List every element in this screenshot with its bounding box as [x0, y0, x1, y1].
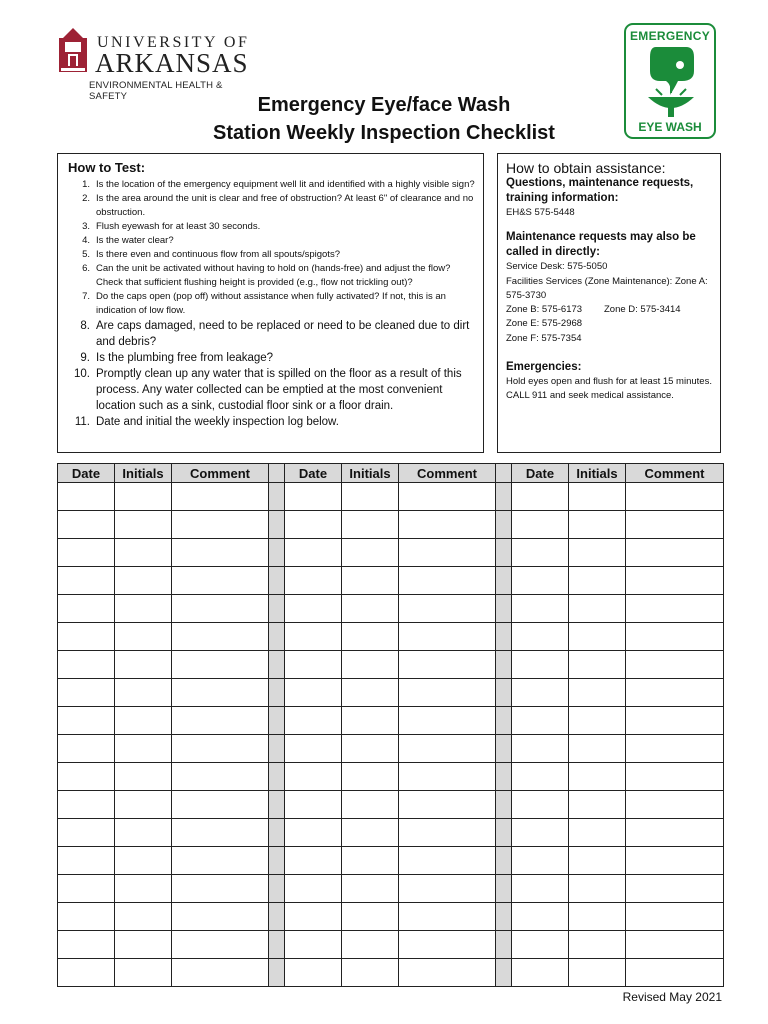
ehs-phone: EH&S 575-5448 [506, 207, 575, 218]
page-title: Emergency Eye/face Wash [257, 94, 511, 116]
initials-cell[interactable] [342, 595, 399, 623]
initials-cell[interactable] [342, 819, 399, 847]
test-steps-list [68, 178, 475, 430]
column-separator [496, 735, 512, 763]
comment-cell[interactable] [626, 511, 724, 539]
initials-cell[interactable] [342, 679, 399, 707]
comment-cell[interactable] [172, 735, 269, 763]
zone-d-phone: Zone D: 575-3414 [604, 304, 681, 316]
comment-cell[interactable] [399, 847, 496, 875]
initials-cell[interactable] [342, 707, 399, 735]
date-cell[interactable] [512, 651, 569, 679]
column-separator [269, 567, 285, 595]
initials-cell[interactable] [342, 483, 399, 511]
comment-cell[interactable] [172, 567, 269, 595]
date-cell[interactable] [58, 847, 115, 875]
comment-cell[interactable] [172, 483, 269, 511]
initials-cell[interactable] [115, 539, 172, 567]
comment-cell[interactable] [626, 707, 724, 735]
comment-cell[interactable] [399, 903, 496, 931]
date-cell[interactable] [58, 679, 115, 707]
column-separator [269, 623, 285, 651]
date-cell[interactable] [512, 875, 569, 903]
initials-header: Initials [342, 464, 399, 483]
comment-cell[interactable] [626, 623, 724, 651]
comment-cell[interactable] [172, 819, 269, 847]
comment-header: Comment [399, 464, 496, 483]
comment-cell[interactable] [399, 931, 496, 959]
date-cell[interactable] [512, 931, 569, 959]
column-separator [496, 791, 512, 819]
column-separator [496, 464, 512, 483]
list-item-number: 3. [82, 221, 90, 232]
comment-cell[interactable] [626, 875, 724, 903]
date-cell[interactable] [512, 819, 569, 847]
initials-cell[interactable] [342, 539, 399, 567]
date-cell[interactable] [285, 847, 342, 875]
column-separator [269, 735, 285, 763]
comment-cell[interactable] [626, 679, 724, 707]
comment-cell[interactable] [399, 651, 496, 679]
column-separator [496, 875, 512, 903]
list-item-number: 4. [82, 235, 90, 246]
column-separator [269, 595, 285, 623]
column-separator [496, 483, 512, 511]
initials-cell[interactable] [115, 483, 172, 511]
initials-cell[interactable] [569, 483, 626, 511]
comment-cell[interactable] [626, 903, 724, 931]
comment-cell[interactable] [626, 819, 724, 847]
column-separator [269, 931, 285, 959]
comment-cell[interactable] [172, 595, 269, 623]
table-row [58, 735, 724, 763]
list-item-number: 1. [82, 179, 90, 190]
initials-cell[interactable] [115, 847, 172, 875]
comment-cell[interactable] [399, 483, 496, 511]
list-item-number: 9. [80, 352, 90, 364]
date-cell[interactable] [285, 791, 342, 819]
comment-cell[interactable] [626, 567, 724, 595]
table-row [58, 819, 724, 847]
date-cell[interactable] [512, 791, 569, 819]
questions-heading: Questions, maintenance requests, training information: [506, 177, 694, 204]
column-separator [269, 959, 285, 987]
comment-cell[interactable] [626, 847, 724, 875]
table-row [58, 847, 724, 875]
date-cell[interactable] [512, 707, 569, 735]
initials-cell[interactable] [569, 623, 626, 651]
comment-cell[interactable] [399, 875, 496, 903]
zone-f-phone: Zone F: 575-7354 [506, 332, 582, 344]
initials-cell[interactable] [342, 875, 399, 903]
comment-cell[interactable] [399, 623, 496, 651]
initials-cell[interactable] [569, 679, 626, 707]
sign-bottom-text: EYE WASH [638, 120, 702, 134]
facilities-phone: Facilities Services (Zone Maintenance): Zone A: 575-3730 [506, 275, 708, 301]
zone-e-phone: Zone E: 575-2968 [506, 318, 583, 330]
comment-cell[interactable] [172, 875, 269, 903]
list-item-number: 10. [74, 368, 90, 380]
comment-cell[interactable] [399, 679, 496, 707]
initials-cell[interactable] [115, 707, 172, 735]
list-item-text: Are caps damaged, need to be replaced or need to be cleaned due to dirt and debris? [96, 320, 470, 348]
table-row [58, 567, 724, 595]
revision-date: Revised May 2021 [622, 990, 722, 1004]
list-item [68, 290, 475, 318]
page-subtitle: Station Weekly Inspection Checklist [213, 122, 555, 144]
date-cell[interactable] [512, 483, 569, 511]
initials-cell[interactable] [342, 567, 399, 595]
date-header: Date [285, 464, 342, 483]
initials-cell[interactable] [115, 651, 172, 679]
initials-header: Initials [569, 464, 626, 483]
maintenance-heading: Maintenance requests may also be called in directly: [506, 231, 696, 259]
date-header: Date [58, 464, 115, 483]
comment-cell[interactable] [399, 511, 496, 539]
logo-line-department: ENVIRONMENTAL HEALTH & SAFETY [89, 80, 223, 102]
initials-cell[interactable] [342, 903, 399, 931]
list-item-text: Flush eyewash for at least 30 seconds. [96, 221, 261, 232]
column-separator [269, 511, 285, 539]
column-separator [496, 707, 512, 735]
table-row [58, 707, 724, 735]
initials-cell[interactable] [342, 847, 399, 875]
date-cell[interactable] [58, 763, 115, 791]
date-cell[interactable] [58, 511, 115, 539]
initials-cell[interactable] [115, 735, 172, 763]
date-cell[interactable] [512, 763, 569, 791]
inspection-log-table [57, 463, 724, 987]
date-cell[interactable] [285, 707, 342, 735]
list-item [68, 318, 475, 350]
date-cell[interactable] [512, 539, 569, 567]
comment-cell[interactable] [626, 595, 724, 623]
initials-cell[interactable] [569, 735, 626, 763]
list-item [68, 350, 475, 366]
list-item-number: 11. [74, 416, 90, 428]
service-desk-phone: Service Desk: 575-5050 [506, 261, 608, 273]
list-item-text: Can the unit be activated without having to hold on (hands-free) and adjust the flow? Check that sufficient flushing height is provided (e.g., flow not trickling out)? [96, 263, 451, 288]
date-cell[interactable] [58, 707, 115, 735]
initials-cell[interactable] [115, 623, 172, 651]
table-row [58, 763, 724, 791]
date-cell[interactable] [285, 483, 342, 511]
list-item [68, 178, 475, 192]
comment-cell[interactable] [172, 539, 269, 567]
initials-cell[interactable] [115, 875, 172, 903]
comment-cell[interactable] [399, 567, 496, 595]
initials-cell[interactable] [569, 903, 626, 931]
list-item-text: Is there even and continuous flow from all spouts/spigots? [96, 249, 340, 260]
list-item-text: Is the plumbing free from leakage? [96, 352, 274, 364]
column-separator [269, 679, 285, 707]
column-separator [269, 707, 285, 735]
list-item-text: Is the location of the emergency equipment well lit and identified with a highly visible sign? [96, 179, 475, 190]
zone-b-phone: Zone B: 575-6173 [506, 304, 583, 316]
date-cell[interactable] [285, 539, 342, 567]
logo-line-arkansas: ARKANSAS [95, 48, 249, 78]
date-cell[interactable] [58, 567, 115, 595]
date-cell[interactable] [58, 791, 115, 819]
column-separator [269, 847, 285, 875]
comment-cell[interactable] [399, 763, 496, 791]
initials-cell[interactable] [115, 931, 172, 959]
date-cell[interactable] [285, 651, 342, 679]
comment-cell[interactable] [172, 847, 269, 875]
initials-cell[interactable] [569, 959, 626, 987]
seal-icon [57, 28, 89, 74]
initials-cell[interactable] [342, 651, 399, 679]
initials-cell[interactable] [342, 791, 399, 819]
comment-cell[interactable] [172, 903, 269, 931]
date-cell[interactable] [58, 735, 115, 763]
table-row [58, 511, 724, 539]
column-separator [269, 903, 285, 931]
initials-cell[interactable] [569, 567, 626, 595]
initials-cell[interactable] [115, 567, 172, 595]
initials-cell[interactable] [342, 623, 399, 651]
date-cell[interactable] [512, 595, 569, 623]
list-item [68, 262, 475, 290]
column-separator [496, 511, 512, 539]
list-item [68, 192, 475, 220]
column-separator [269, 875, 285, 903]
table-row [58, 959, 724, 987]
list-item [68, 220, 475, 234]
comment-cell[interactable] [399, 959, 496, 987]
comment-cell[interactable] [399, 791, 496, 819]
column-separator [496, 903, 512, 931]
list-item-number: 2. [82, 193, 90, 204]
emergencies-text: Hold eyes open and flush for at least 15 minutes. CALL 911 and seek medical assistance. [506, 376, 712, 402]
comment-cell[interactable] [626, 483, 724, 511]
comment-cell[interactable] [626, 651, 724, 679]
date-cell[interactable] [58, 875, 115, 903]
comment-cell[interactable] [172, 707, 269, 735]
assistance-panel [497, 153, 721, 453]
initials-cell[interactable] [342, 735, 399, 763]
emergencies-heading: Emergencies: [506, 361, 582, 374]
comment-cell[interactable] [626, 539, 724, 567]
date-cell[interactable] [58, 931, 115, 959]
logo-line-university: UNIVERSITY OF [97, 34, 250, 51]
column-separator [269, 763, 285, 791]
table-row [58, 903, 724, 931]
table-row [58, 651, 724, 679]
column-separator [269, 819, 285, 847]
date-cell[interactable] [58, 539, 115, 567]
initials-cell[interactable] [569, 875, 626, 903]
table-row [58, 623, 724, 651]
initials-cell[interactable] [569, 651, 626, 679]
initials-cell[interactable] [569, 791, 626, 819]
initials-cell[interactable] [342, 931, 399, 959]
initials-cell[interactable] [115, 791, 172, 819]
comment-cell[interactable] [172, 791, 269, 819]
university-logo [57, 28, 257, 102]
column-separator [269, 483, 285, 511]
column-separator [496, 847, 512, 875]
date-cell[interactable] [58, 483, 115, 511]
comment-cell[interactable] [172, 511, 269, 539]
date-cell[interactable] [58, 595, 115, 623]
date-cell[interactable] [512, 623, 569, 651]
emergency-eye-wash-sign [624, 23, 716, 139]
initials-cell[interactable] [115, 595, 172, 623]
initials-cell[interactable] [569, 819, 626, 847]
date-cell[interactable] [285, 679, 342, 707]
comment-cell[interactable] [399, 819, 496, 847]
column-separator [269, 651, 285, 679]
list-item-text: Date and initial the weekly inspection log below. [96, 416, 339, 428]
comment-header: Comment [172, 464, 269, 483]
table-row [58, 931, 724, 959]
comment-cell[interactable] [626, 959, 724, 987]
date-cell[interactable] [285, 763, 342, 791]
date-cell[interactable] [285, 931, 342, 959]
comment-cell[interactable] [399, 595, 496, 623]
eye-wash-station-icon [642, 45, 700, 119]
list-item [68, 248, 475, 262]
comment-cell[interactable] [172, 931, 269, 959]
initials-cell[interactable] [115, 679, 172, 707]
initials-cell[interactable] [115, 819, 172, 847]
comment-cell[interactable] [399, 735, 496, 763]
list-item-number: 6. [82, 263, 90, 274]
initials-cell[interactable] [569, 539, 626, 567]
date-cell[interactable] [512, 567, 569, 595]
comment-cell[interactable] [399, 707, 496, 735]
column-separator [496, 651, 512, 679]
initials-cell[interactable] [569, 511, 626, 539]
list-item-number: 8. [80, 320, 90, 332]
initials-cell[interactable] [569, 763, 626, 791]
column-separator [496, 679, 512, 707]
column-separator [496, 931, 512, 959]
initials-cell[interactable] [569, 847, 626, 875]
date-cell[interactable] [512, 511, 569, 539]
initials-cell[interactable] [342, 959, 399, 987]
comment-cell[interactable] [172, 763, 269, 791]
column-separator [496, 763, 512, 791]
comment-cell[interactable] [626, 791, 724, 819]
date-cell[interactable] [58, 623, 115, 651]
date-cell[interactable] [58, 819, 115, 847]
date-cell[interactable] [285, 819, 342, 847]
column-separator [496, 959, 512, 987]
table-header-row [58, 464, 724, 483]
date-cell[interactable] [58, 903, 115, 931]
date-cell[interactable] [512, 903, 569, 931]
comment-cell[interactable] [172, 959, 269, 987]
column-separator [269, 791, 285, 819]
list-item [68, 414, 475, 430]
table-row [58, 875, 724, 903]
initials-cell[interactable] [342, 763, 399, 791]
date-cell[interactable] [285, 959, 342, 987]
list-item-text: Do the caps open (pop off) without assistance when fully activated? If not, this is an indication of low flow. [96, 291, 446, 316]
table-row [58, 791, 724, 819]
date-cell[interactable] [285, 903, 342, 931]
initials-cell[interactable] [342, 511, 399, 539]
assistance-heading: How to obtain assistance: [506, 160, 666, 176]
column-separator [496, 595, 512, 623]
initials-cell[interactable] [115, 903, 172, 931]
sign-top-text: EMERGENCY [629, 29, 711, 43]
date-cell[interactable] [285, 567, 342, 595]
date-cell[interactable] [512, 847, 569, 875]
table-row [58, 679, 724, 707]
date-cell[interactable] [512, 679, 569, 707]
date-header: Date [512, 464, 569, 483]
initials-cell[interactable] [115, 959, 172, 987]
table-row [58, 539, 724, 567]
comment-cell[interactable] [172, 679, 269, 707]
table-row [58, 595, 724, 623]
comment-cell[interactable] [172, 651, 269, 679]
column-separator [496, 539, 512, 567]
date-cell[interactable] [512, 735, 569, 763]
comment-header: Comment [626, 464, 724, 483]
comment-cell[interactable] [626, 931, 724, 959]
list-item-text: Is the area around the unit is clear and free of obstruction? At least 6" of clearance and no obstruction. [96, 193, 474, 218]
column-separator [496, 819, 512, 847]
column-separator [269, 539, 285, 567]
date-cell[interactable] [285, 875, 342, 903]
list-item-number: 7. [82, 291, 90, 302]
list-item-text: Promptly clean up any water that is spilled on the floor as a result of this process. Any water collected can be emptied at the most convenient location such as a sink, custodial floor sink or a floor drain. [96, 368, 462, 412]
date-cell[interactable] [285, 595, 342, 623]
list-item [68, 234, 475, 248]
date-cell[interactable] [285, 735, 342, 763]
how-to-test-panel [57, 153, 484, 453]
log-table-body [58, 483, 724, 987]
list-item [68, 366, 475, 414]
date-cell[interactable] [58, 651, 115, 679]
comment-cell[interactable] [399, 539, 496, 567]
date-cell[interactable] [285, 623, 342, 651]
initials-cell[interactable] [115, 511, 172, 539]
date-cell[interactable] [285, 511, 342, 539]
comment-cell[interactable] [626, 735, 724, 763]
list-item-number: 5. [82, 249, 90, 260]
column-separator [496, 623, 512, 651]
table-row [58, 483, 724, 511]
initials-cell[interactable] [569, 595, 626, 623]
initials-cell[interactable] [569, 707, 626, 735]
initials-cell[interactable] [569, 931, 626, 959]
date-cell[interactable] [58, 959, 115, 987]
initials-cell[interactable] [115, 763, 172, 791]
column-separator [496, 567, 512, 595]
list-item-text: Is the water clear? [96, 235, 174, 246]
comment-cell[interactable] [172, 623, 269, 651]
comment-cell[interactable] [626, 763, 724, 791]
column-separator [269, 464, 285, 483]
how-to-test-heading: How to Test: [68, 160, 146, 175]
initials-header: Initials [115, 464, 172, 483]
date-cell[interactable] [512, 959, 569, 987]
zone-row-bd [506, 303, 712, 317]
